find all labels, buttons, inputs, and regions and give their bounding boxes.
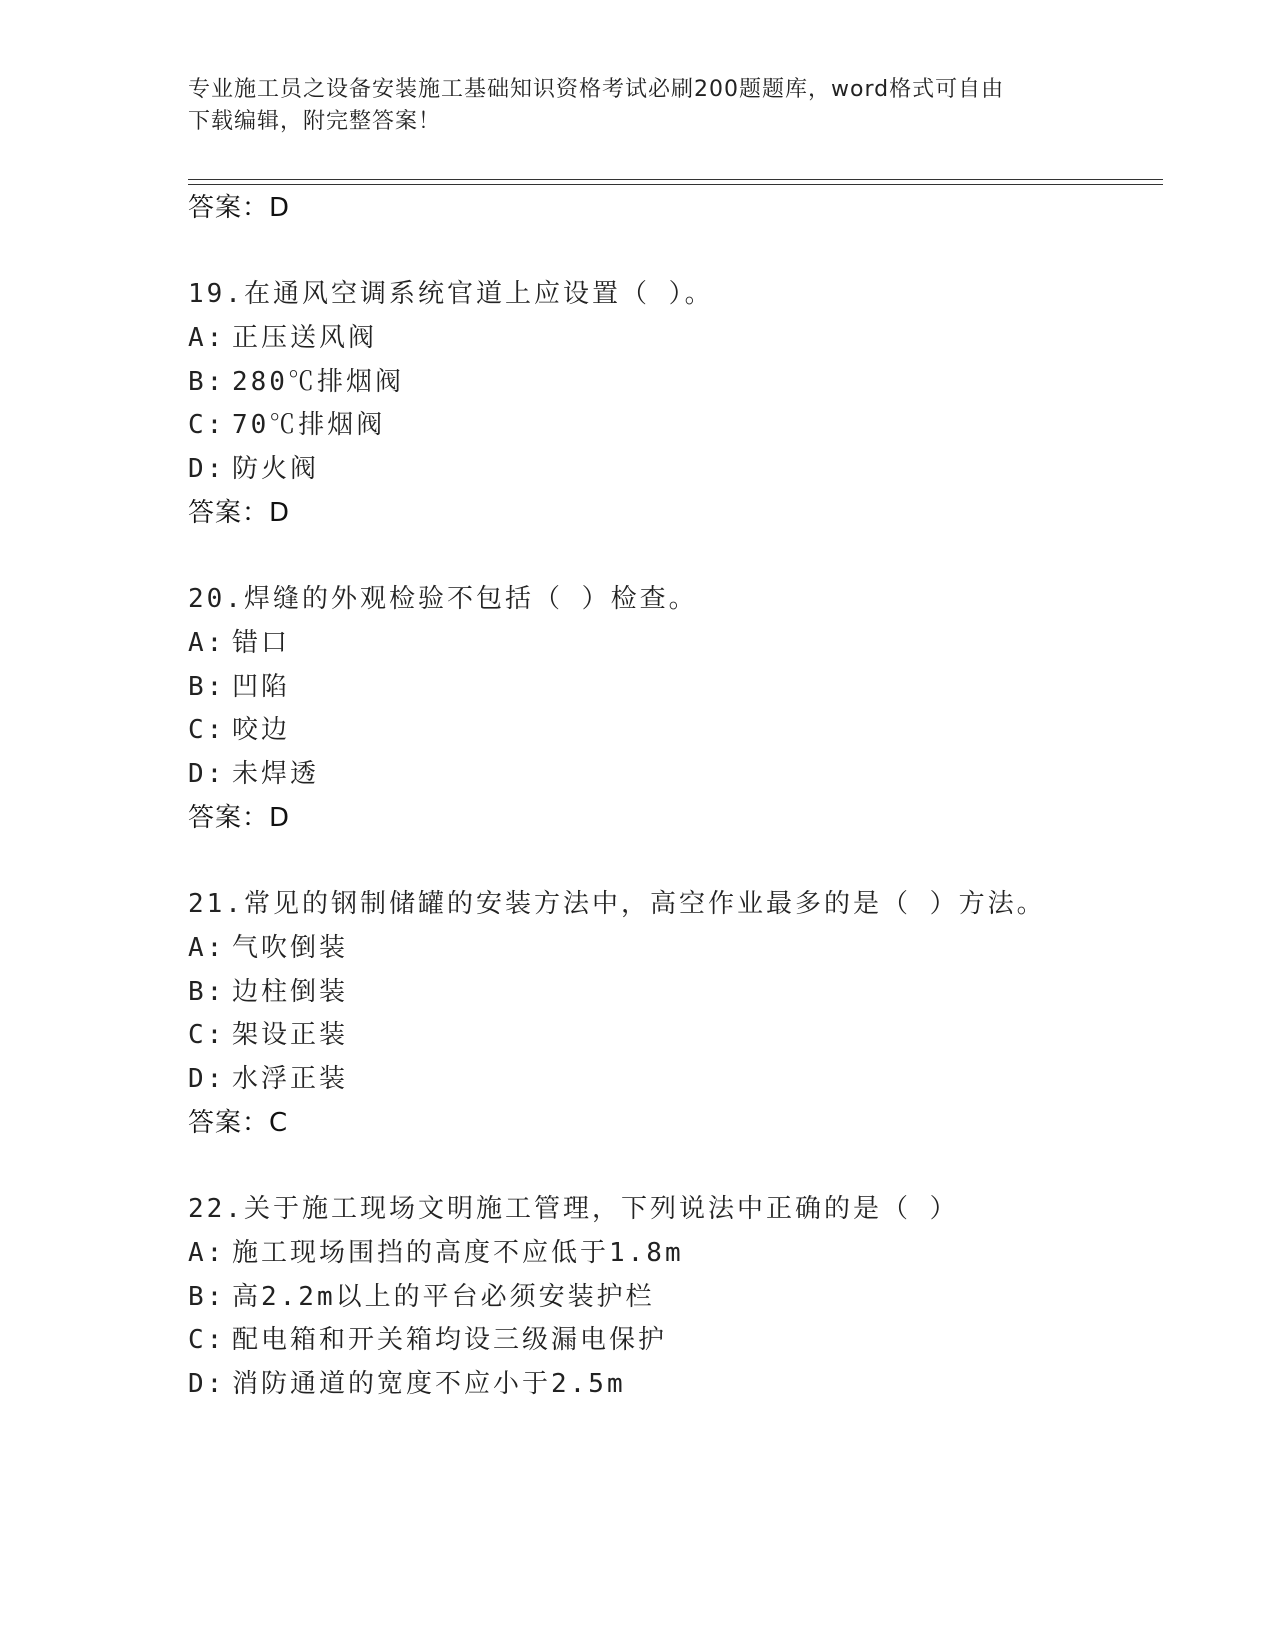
question-21-answer: 答案：C [188,1108,289,1138]
header-divider [188,179,1163,180]
question-19-stem: 19.在通风空调系统官道上应设置（ ）。 [188,279,714,309]
header-divider-secondary [188,184,1163,185]
header-line-2: 下载编辑，附完整答案！ [188,109,442,134]
header-line-1: 专业施工员之设备安装施工基础知识资格考试必刷200题题库，word格式可自由 [188,77,1005,102]
question-22-option-d: D: 消防通道的宽度不应小于2.5m [188,1369,626,1399]
question-21-option-d: D: 水浮正装 [188,1064,349,1094]
question-19-option-b: B: 280℃排烟阀 [188,367,404,397]
question-20-answer: 答案：D [188,803,291,833]
question-19-option-d: D: 防火阀 [188,454,320,484]
question-21-option-b: B: 边柱倒装 [188,977,349,1007]
question-20-option-b: B: 凹陷 [188,672,291,702]
question-22-option-c: C: 配电箱和开关箱均设三级漏电保护 [188,1325,668,1355]
question-20-option-d: D: 未焊透 [188,759,320,789]
question-19-answer: 答案：D [188,498,291,528]
question-21-option-c: C: 架设正装 [188,1020,349,1050]
question-22-option-a: A: 施工现场围挡的高度不应低于1.8m [188,1238,684,1268]
document-header [188,74,1088,138]
question-22-stem: 22.关于施工现场文明施工管理，下列说法中正确的是（ ） [188,1194,959,1224]
question-19-option-c: C: 70℃排烟阀 [188,410,386,440]
question-21-stem: 21.常见的钢制储罐的安装方法中，高空作业最多的是（ ）方法。 [188,889,1046,919]
question-20-stem: 20.焊缝的外观检验不包括（ ）检查。 [188,584,698,614]
previous-answer: 答案：D [188,193,291,223]
question-22-option-b: B: 高2.2m以上的平台必须安装护栏 [188,1282,655,1312]
question-20-option-a: A: 错口 [188,628,291,658]
question-20-option-c: C: 咬边 [188,715,291,745]
question-21-option-a: A: 气吹倒装 [188,933,349,963]
question-19-option-a: A: 正压送风阀 [188,323,378,353]
